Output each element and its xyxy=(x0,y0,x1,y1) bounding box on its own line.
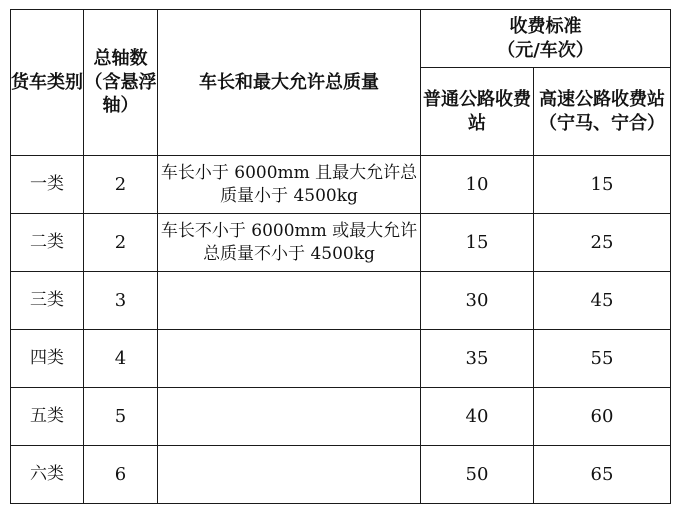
vehicle-class-cell: 三类 xyxy=(11,272,84,330)
axles-cell: 2 xyxy=(84,214,158,272)
highway-fee-cell: 45 xyxy=(534,272,671,330)
header-ordinary-station: 普通公路收费站 xyxy=(421,68,534,156)
vehicle-class-cell: 四类 xyxy=(11,330,84,388)
highway-fee-cell: 55 xyxy=(534,330,671,388)
highway-station-note: （宁马、宁合） xyxy=(539,112,665,134)
limit-cell xyxy=(158,330,421,388)
ordinary-fee-cell: 30 xyxy=(421,272,534,330)
limit-cell: 车长小于 6000mm 且最大允许总质量小于 4500kg xyxy=(158,156,421,214)
highway-fee-cell: 25 xyxy=(534,214,671,272)
limit-cell xyxy=(158,272,421,330)
vehicle-class-cell: 一类 xyxy=(11,156,84,214)
fee-standard-title: 收费标准 xyxy=(509,15,582,37)
highway-fee-cell: 65 xyxy=(534,446,671,504)
table-row xyxy=(11,214,671,272)
table-row xyxy=(11,388,671,446)
highway-fee-cell: 60 xyxy=(534,388,671,446)
ordinary-fee-cell: 50 xyxy=(421,446,534,504)
header-fee-standard xyxy=(421,10,671,68)
header-axles: 总轴数（含悬浮轴） xyxy=(84,10,158,156)
vehicle-class-cell: 六类 xyxy=(11,446,84,504)
axles-cell: 6 xyxy=(84,446,158,504)
table-row xyxy=(11,330,671,388)
limit-cell xyxy=(158,388,421,446)
axles-cell: 5 xyxy=(84,388,158,446)
vehicle-class-cell: 五类 xyxy=(11,388,84,446)
header-limits: 车长和最大允许总质量 xyxy=(158,10,421,156)
vehicle-class-cell: 二类 xyxy=(11,214,84,272)
ordinary-fee-cell: 40 xyxy=(421,388,534,446)
axles-cell: 4 xyxy=(84,330,158,388)
table-row xyxy=(11,446,671,504)
ordinary-fee-cell: 35 xyxy=(421,330,534,388)
highway-station-title: 高速公路收费站 xyxy=(539,88,665,110)
axles-cell: 3 xyxy=(84,272,158,330)
limit-cell xyxy=(158,446,421,504)
fee-standard-unit: （元/车次） xyxy=(497,39,594,61)
fee-table xyxy=(10,9,671,504)
ordinary-fee-cell: 10 xyxy=(421,156,534,214)
axles-cell: 2 xyxy=(84,156,158,214)
table-row xyxy=(11,272,671,330)
ordinary-fee-cell: 15 xyxy=(421,214,534,272)
highway-fee-cell: 15 xyxy=(534,156,671,214)
limit-cell: 车长不小于 6000mm 或最大允许总质量不小于 4500kg xyxy=(158,214,421,272)
table-row xyxy=(11,156,671,214)
header-row-1 xyxy=(11,10,671,68)
header-highway-station xyxy=(534,68,671,156)
header-vehicle-class: 货车类别 xyxy=(11,10,84,156)
